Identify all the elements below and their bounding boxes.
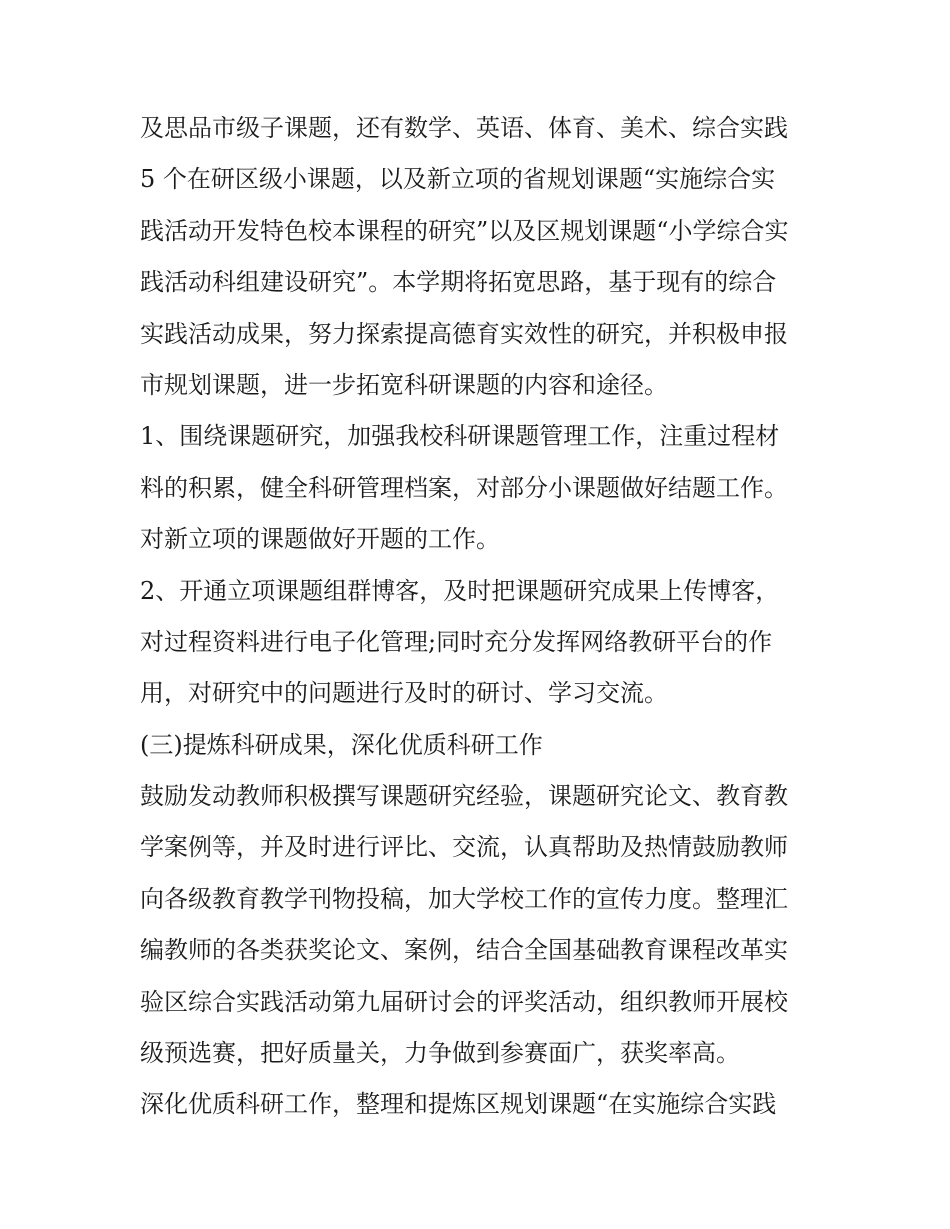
- text-line: 料的积累，健全科研管理档案，对部分小课题做好结题工作。: [140, 473, 788, 502]
- document-body: [140, 103, 820, 1131]
- text-line: 深化优质科研工作，整理和提炼区规划课题“在实施综合实践: [140, 1090, 777, 1119]
- list-item-2: 2、开通立项课题组群博客，及时把课题研究成果上传博客，: [140, 576, 780, 605]
- text-line: 用，对研究中的问题进行及时的研讨、学习交流。: [140, 679, 668, 708]
- text-line: 实践活动成果，努力探索提高德育实效性的研究，并积极申报: [140, 319, 788, 348]
- text-line: 5 个在研区级小课题，以及新立项的省规划课题“实施综合实: [140, 165, 776, 194]
- section-heading: (三)提炼科研成果，深化优质科研工作: [140, 730, 543, 759]
- text-line: 践活动开发特色校本课程的研究”以及区规划课题“小学综合实: [140, 216, 789, 245]
- text-line: 向各级教育教学刊物投稿，加大学校工作的宣传力度。整理汇: [140, 884, 788, 913]
- text-line: 鼓励发动教师积极撰写课题研究经验，课题研究论文、教育教: [140, 782, 788, 811]
- text-line: 验区综合实践活动第九届研讨会的评奖活动，组织教师开展校: [140, 987, 788, 1016]
- text-line: 级预选赛，把好质量关，力争做到参赛面广，获奖率高。: [140, 1039, 740, 1068]
- text-line: 及思品市级子课题，还有数学、英语、体育、美术、综合实践: [140, 114, 788, 142]
- text-line: 对新立项的课题做好开题的工作。: [140, 525, 500, 554]
- text-line: 践活动科组建设研究”。本学期将拓宽思路，基于现有的综合: [140, 268, 777, 297]
- list-item-1: 1、围绕课题研究，加强我校科研课题管理工作，注重过程材: [140, 422, 780, 451]
- text-line: 编教师的各类获奖论文、案例，结合全国基础教育课程改革实: [140, 936, 788, 965]
- text-line: 市规划课题，进一步拓宽科研课题的内容和途径。: [140, 370, 668, 399]
- text-line: 对过程资料进行电子化管理;同时充分发挥网络教研平台的作: [140, 627, 773, 656]
- text-line: 学案例等，并及时进行评比、交流，认真帮助及热情鼓励教师: [140, 833, 788, 862]
